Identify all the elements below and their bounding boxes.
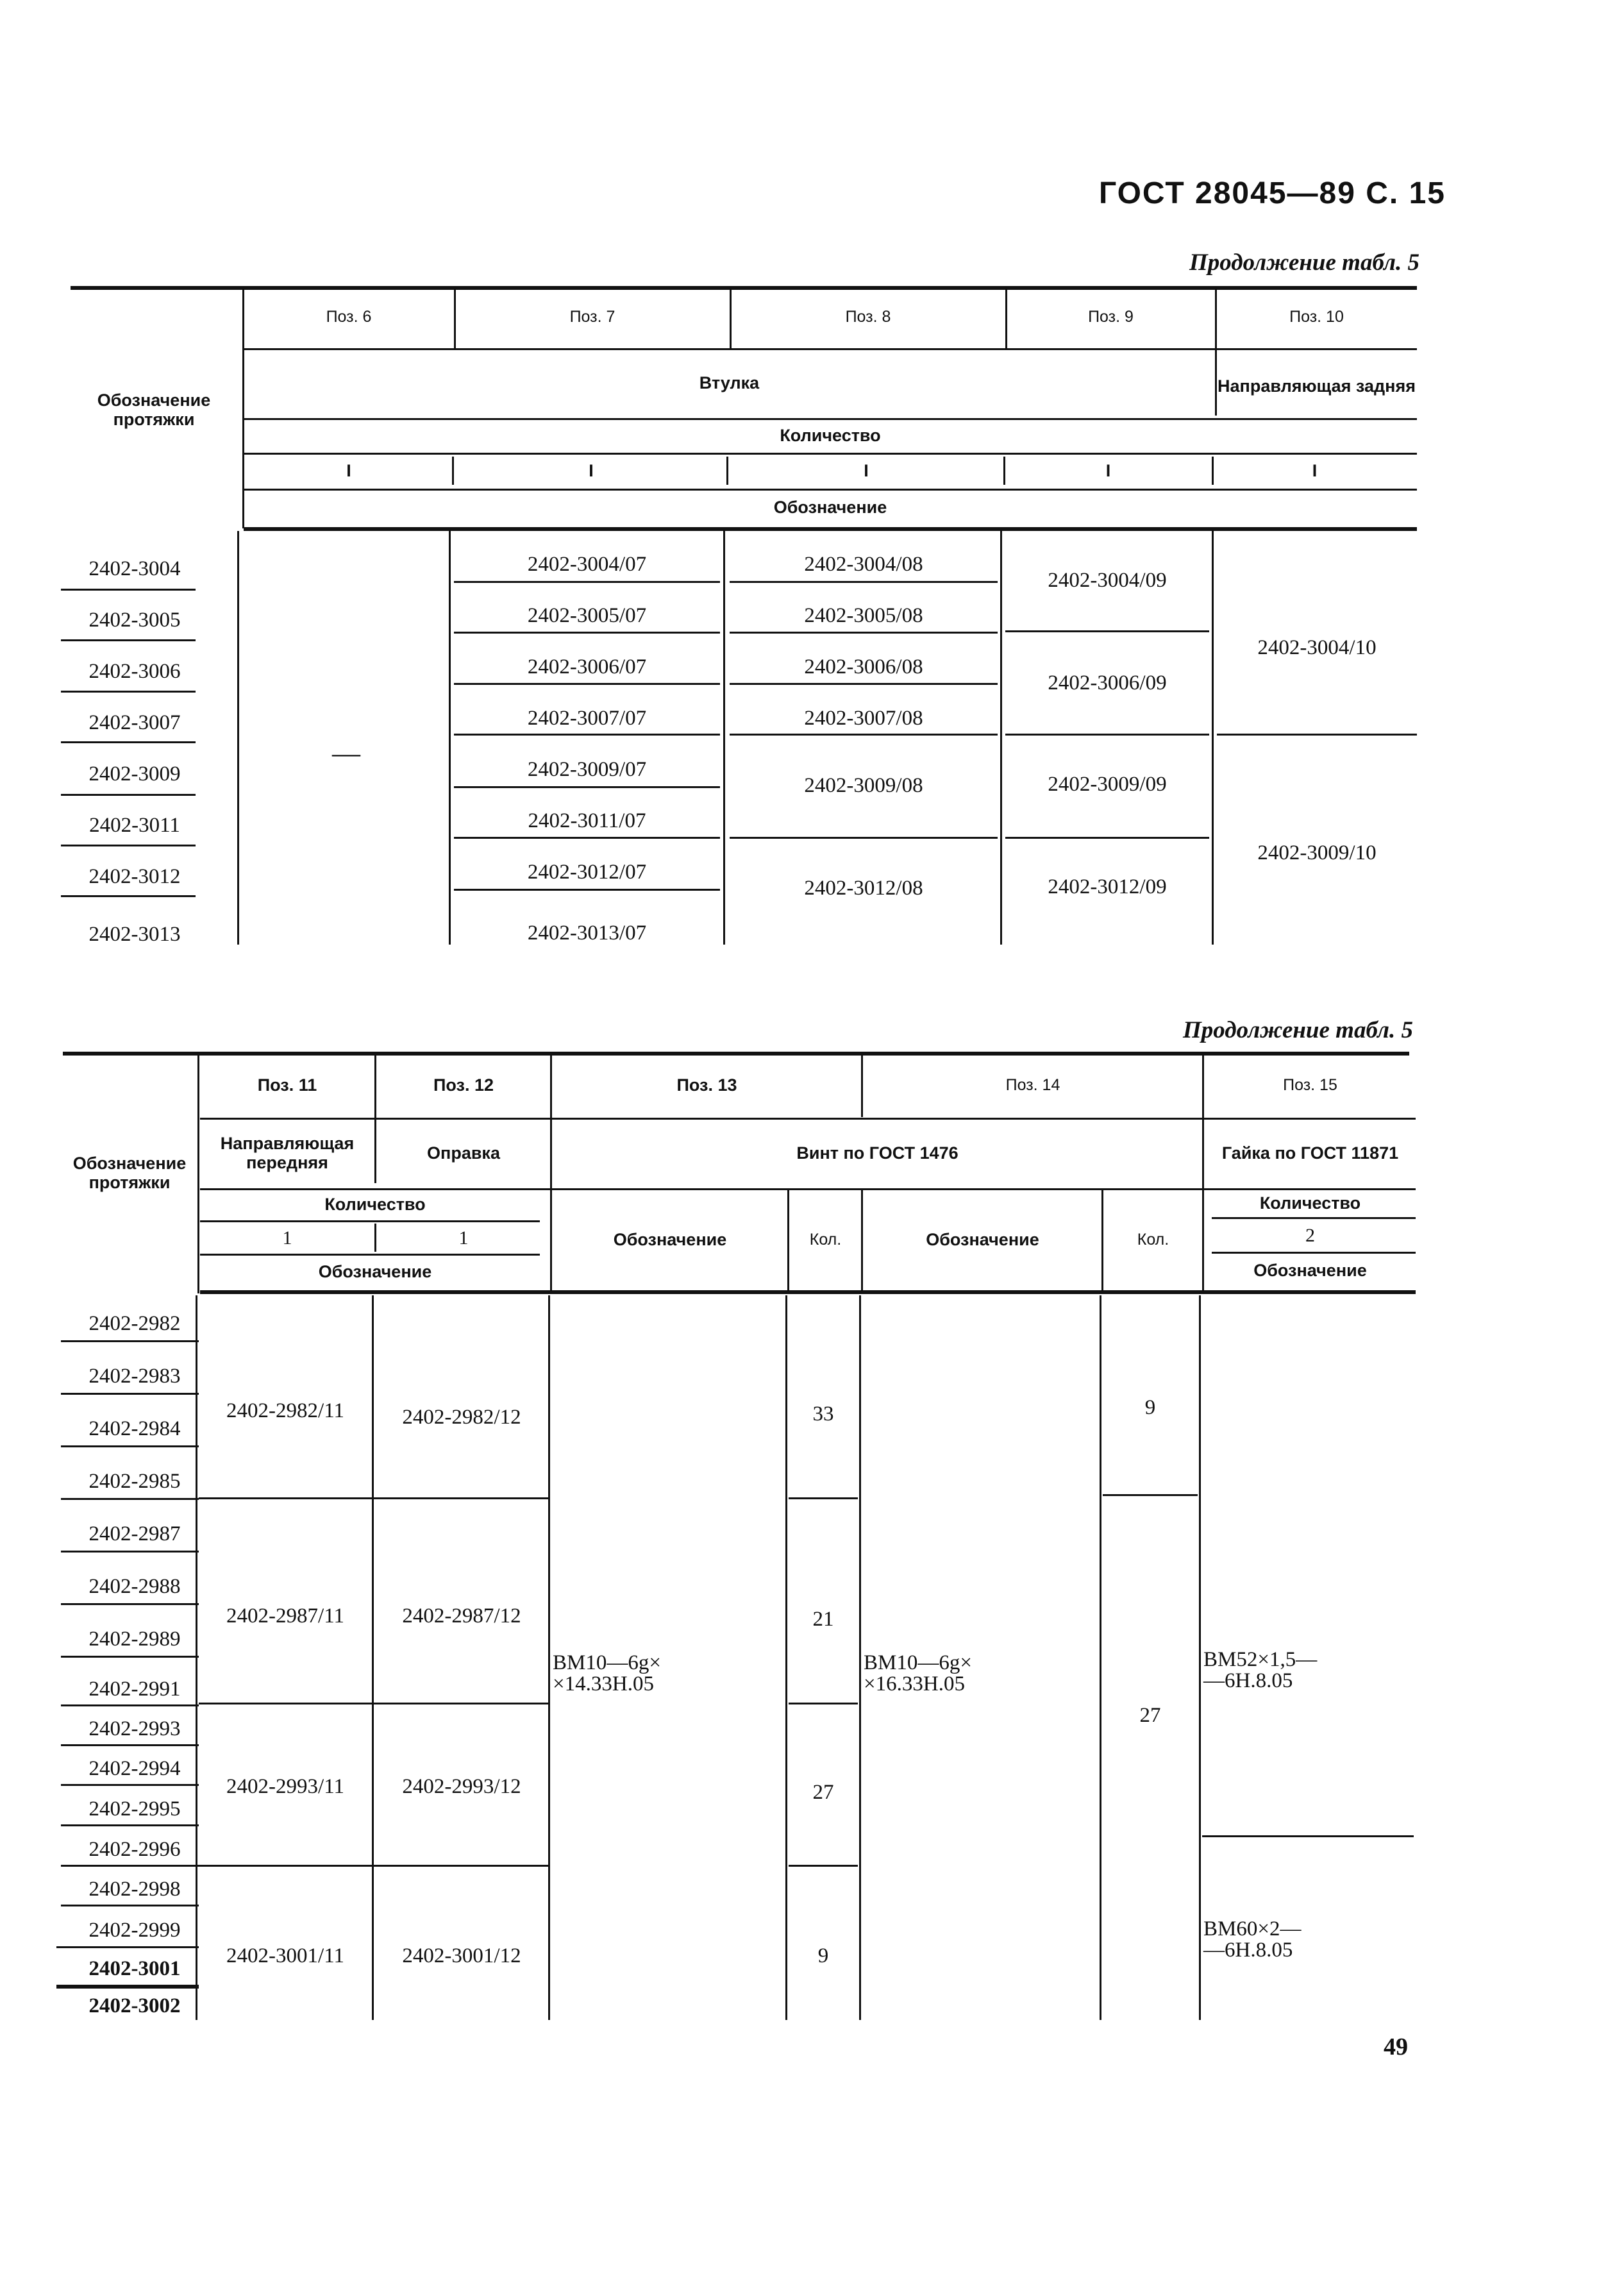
table2-row-designation: 2402-2985: [88, 1469, 181, 1493]
table1-poz7-cell: 2402-3012/07: [527, 860, 647, 884]
table1-row-designation: 2402-3007: [88, 711, 181, 735]
table1-continuation: Продолжение табл. 5: [1189, 249, 1419, 276]
table1-qty-9: I: [1105, 461, 1111, 481]
table1-poz8-cell: 2402-3009/08: [804, 773, 923, 797]
table2-poz13-designation: BM10—6g× ×14.33H.05: [553, 1651, 661, 1696]
document-header: ГОСТ 28045—89 С. 15: [1099, 176, 1446, 210]
table2-poz12-cell: 2402-2982/12: [402, 1405, 521, 1429]
table1-poz9-cell: 2402-3012/09: [1048, 875, 1167, 898]
table1-row-designation: 2402-3011: [89, 814, 180, 837]
table1-poz8-cell: 2402-3004/08: [804, 552, 923, 576]
table1-poz8-cell: 2402-3005/08: [804, 603, 923, 627]
table2-kolichestvo: Количество: [324, 1195, 426, 1215]
table1-napr-zad: Направляющая задняя: [1218, 376, 1416, 396]
table1-qty-8: I: [864, 461, 869, 481]
table1-poz7-cell: 2402-3007/07: [527, 706, 647, 730]
table1-qty-6: I: [346, 461, 351, 481]
table2-qty-11: 1: [282, 1227, 292, 1249]
table1-pos-6: Поз. 6: [326, 308, 372, 326]
table2-poz13-kol-cell: 33: [812, 1402, 834, 1426]
table1-poz7-cell: 2402-3011/07: [528, 809, 646, 832]
table2-poz12-cell: 2402-2993/12: [402, 1774, 521, 1798]
table2-row-designation: 2402-3001: [88, 1956, 181, 1980]
table1-poz7-cell: 2402-3004/07: [527, 552, 647, 576]
table2-kolichestvo-15: Количество: [1259, 1193, 1361, 1213]
table1-vtulka: Втулка: [699, 373, 760, 392]
table1-poz9-cell: 2402-3004/09: [1048, 568, 1167, 592]
table2-col-designation: Обозначение протяжки: [72, 1154, 187, 1192]
table1-pos-10: Поз. 10: [1289, 308, 1344, 326]
table2-row-designation: 2402-2983: [88, 1364, 181, 1388]
table2-pos-11: Поз. 11: [257, 1075, 317, 1095]
table2-row-designation: 2402-3002: [88, 1994, 181, 2017]
table1-poz8-cell: 2402-3007/08: [804, 706, 923, 730]
table1-poz6-dash: —: [332, 737, 360, 769]
table1-poz7-cell: 2402-3005/07: [527, 603, 647, 627]
table2-row-designation: 2402-2999: [88, 1918, 181, 1942]
table2-continuation: Продолжение табл. 5: [1183, 1017, 1413, 1043]
table2-qty-15: 2: [1305, 1224, 1315, 1246]
table1-poz9-cell: 2402-3006/09: [1048, 671, 1167, 694]
table1-poz7-cell: 2402-3013/07: [527, 921, 647, 945]
table2-poz11-cell: 2402-3001/11: [226, 1944, 344, 1967]
table2-row-designation: 2402-2994: [88, 1756, 181, 1780]
table2-poz13-kol-cell: 9: [817, 1944, 829, 1967]
table2-pos-13: Поз. 13: [676, 1075, 737, 1095]
table2-row-designation: 2402-2996: [88, 1837, 181, 1861]
table1-poz7-cell: 2402-3006/07: [527, 655, 647, 678]
table2-row-designation: 2402-2993: [88, 1717, 181, 1740]
table2-opravka: Оправка: [427, 1143, 500, 1163]
table2-poz11-cell: 2402-2982/11: [226, 1399, 344, 1422]
table1-row-designation: 2402-3013: [88, 923, 181, 947]
table1-qty-10: I: [1312, 461, 1318, 481]
table2-poz14-kol: Кол.: [1137, 1231, 1169, 1249]
table1-row-designation: 2402-3006: [88, 660, 181, 684]
table2-poz13-kol-cell: 27: [812, 1780, 834, 1804]
table1-pos-7: Поз. 7: [569, 308, 615, 326]
table2-poz11-cell: 2402-2993/11: [226, 1774, 344, 1798]
table1-poz10-cell: 2402-3004/10: [1257, 635, 1377, 659]
table1-row-designation: 2402-3004: [88, 557, 181, 581]
table1-poz9-cell: 2402-3009/09: [1048, 772, 1167, 796]
table1-oboznachenie: Обозначение: [773, 498, 887, 518]
table2-poz14-oboznachenie: Обозначение: [926, 1230, 1039, 1250]
table2-row-designation: 2402-2995: [88, 1797, 181, 1821]
table2-gaika: Гайка по ГОСТ 11871: [1221, 1143, 1399, 1163]
table2-qty-12: 1: [458, 1227, 469, 1249]
table2-pos-14: Поз. 14: [1005, 1075, 1060, 1094]
table2-poz14-designation: BM10—6g× ×16.33H.05: [864, 1651, 972, 1696]
table1-pos-9: Поз. 9: [1088, 308, 1134, 326]
table2-pos-12: Поз. 12: [433, 1075, 494, 1095]
table2-poz15-cell: BM60×2— —6H.8.05: [1203, 1917, 1302, 1962]
table1-row-designation: 2402-3012: [88, 865, 181, 889]
table1-col-designation: Обозначение протяжки: [97, 391, 211, 429]
table2-pos-15: Поз. 15: [1283, 1075, 1337, 1094]
table1-qty-7: I: [589, 461, 594, 481]
table2-oboznachenie-15: Обозначение: [1253, 1261, 1367, 1281]
table1-pos-8: Поз. 8: [845, 308, 891, 326]
table1-kolichestvo: Количество: [780, 426, 881, 446]
table2-poz15-cell: BM52×1,5— —6H.8.05: [1203, 1648, 1318, 1692]
table1-poz10-cell: 2402-3009/10: [1257, 841, 1377, 864]
table2-row-designation: 2402-2984: [88, 1417, 181, 1440]
table2-row-designation: 2402-2989: [88, 1627, 181, 1651]
table2-row-designation: 2402-2987: [88, 1522, 181, 1545]
table2-row-designation: 2402-2991: [88, 1677, 181, 1701]
table2-row-designation: 2402-2998: [88, 1877, 181, 1901]
table2-poz13-kol: Кол.: [809, 1231, 842, 1249]
table2-poz13-oboznachenie: Обозначение: [613, 1230, 727, 1250]
table2-row-designation: 2402-2988: [88, 1574, 181, 1598]
table2-poz13-kol-cell: 21: [812, 1607, 834, 1631]
table1-poz8-cell: 2402-3012/08: [804, 876, 923, 900]
table2-poz12-cell: 2402-2987/12: [402, 1604, 521, 1628]
table1-row-designation: 2402-3009: [88, 762, 181, 786]
table1-poz7-cell: 2402-3009/07: [527, 757, 647, 781]
table2-poz14-kol-cell: 27: [1139, 1703, 1161, 1727]
table2-napr-per: Направляющая передняя: [220, 1134, 355, 1172]
table2-vint: Винт по ГОСТ 1476: [796, 1143, 958, 1163]
table1-poz8-cell: 2402-3006/08: [804, 655, 923, 678]
table2-poz11-cell: 2402-2987/11: [226, 1604, 344, 1628]
table2-oboznachenie: Обозначение: [318, 1262, 432, 1282]
table2-row-designation: 2402-2982: [88, 1311, 181, 1335]
table2-poz12-cell: 2402-3001/12: [402, 1944, 521, 1967]
table2-poz14-kol-cell: 9: [1144, 1395, 1156, 1419]
table1-row-designation: 2402-3005: [88, 609, 181, 632]
page-number: 49: [1384, 2033, 1408, 2060]
